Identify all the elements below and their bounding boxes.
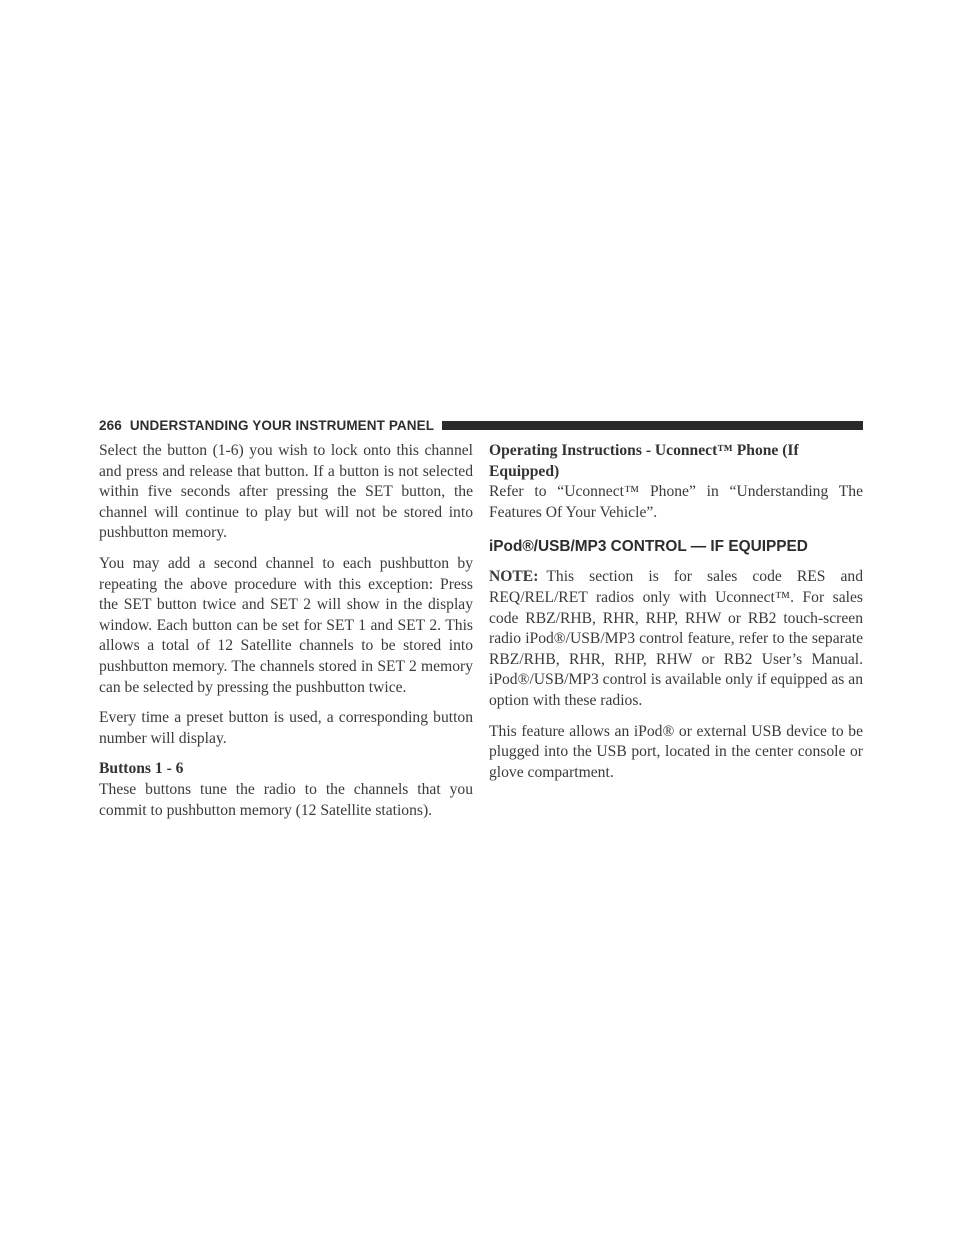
header-rule: [442, 421, 863, 430]
paragraph-note: [489, 567, 863, 711]
heading-ipod-control: iPod®/USB/MP3 CONTROL — IF EQUIPPED: [489, 538, 808, 556]
note-text: This section is for sales code RES and REQ/REL/RET radios only with Uconnect™. For sales code RBZ/RHB, RHR, RHP, RHW or RB2 touch-screen radio iPod®/USB/MP3 control feature, refer to the separate RBZ/RHB, RHR, RHP, RHW or RB2 User’s Manual. iPod®/USB/MP3 control is available only if equipped as an option with these radios.: [489, 568, 863, 709]
heading-buttons: Buttons 1 - 6: [99, 760, 184, 778]
page-header: [99, 416, 863, 434]
paragraph-second-channel: You may add a second channel to each pushbutton by repeating the above procedure with this exception: Press the SET button twice and SET 2 will show in the display window. Each button can be set for SET 1 and SET 2. This allows a total of 12 Satellite channels to be stored into pushbutton memory. The channels stored in SET 2 memory can be selected by pressing the pushbutton twice.: [99, 554, 473, 696]
paragraph-preset-display: Every time a preset button is used, a corresponding button number will display.: [99, 709, 473, 747]
paragraph-refer-uconnect: Refer to “Uconnect™ Phone” in “Understanding The Features Of Your Vehicle”.: [489, 483, 863, 521]
left-column: [99, 441, 473, 831]
paragraph-select-button: Select the button (1-6) you wish to lock onto this channel and press and release that button. If a button is not selected within five seconds after pressing the SET button, the channel will continue to play but will not be stored into pushbutton memory.: [99, 442, 473, 542]
right-column: [489, 441, 863, 793]
section-title: UNDERSTANDING YOUR INSTRUMENT PANEL: [129, 417, 435, 433]
page-number: 266: [99, 417, 122, 433]
paragraph-usb-feature: This feature allows an iPod® or external USB device to be plugged into the USB port, located in the center console or glove compartment.: [489, 722, 863, 781]
paragraph-buttons-tune: These buttons tune the radio to the channels that you commit to pushbutton memory (12 Satellite stations).: [99, 780, 473, 819]
note-label: NOTE:: [489, 568, 539, 586]
heading-operating-instructions: Operating Instructions - Uconnect™ Phone (If Equipped): [489, 442, 799, 480]
